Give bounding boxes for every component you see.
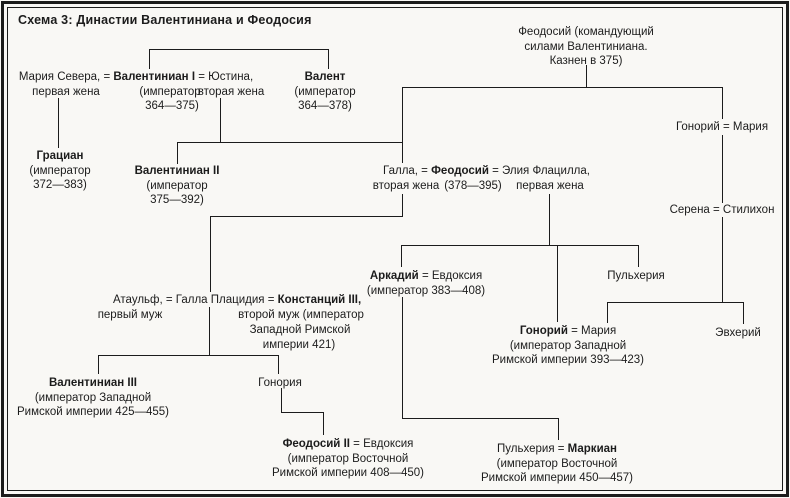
node-pulcheria-daughter: Пульхерия — [607, 270, 665, 282]
connector-line — [209, 307, 210, 355]
connector-line — [549, 194, 550, 246]
node-valentinian-ii: Валентиниан II (император 375—392) — [134, 165, 220, 206]
connector-line — [281, 388, 282, 413]
connector-line — [210, 216, 403, 217]
node-honorius-maria-elder: Гонорий = Мария — [675, 121, 769, 133]
node-valentinian-iii: Валентиниан III (император Западной Римской империи 425—455) — [16, 377, 170, 418]
connector-line — [281, 412, 324, 413]
node-valens: Валент (император 364—378) — [294, 71, 356, 112]
node-theodosius-elder: Феодосий (командующий силами Валентиниана. Казнен в 375) — [518, 26, 654, 67]
label-valentinian-i-emperor: (император — [139, 86, 201, 98]
label-constantius-iii: Констанций III, — [277, 294, 362, 306]
connector-line — [607, 302, 608, 323]
connector-line — [149, 49, 329, 50]
label-galla: Галла, = — [383, 165, 428, 177]
label-maria-wife: = Мария — [571, 325, 617, 337]
connector-line — [402, 194, 403, 217]
connector-line — [402, 87, 723, 88]
label-pulcheria: Пульхерия = — [497, 443, 565, 455]
connector-line — [323, 412, 324, 435]
connector-line — [743, 302, 744, 324]
connector-line — [402, 418, 559, 419]
connector-line — [401, 245, 639, 246]
connector-line — [558, 418, 559, 440]
connector-line — [722, 135, 723, 203]
connector-line — [402, 297, 403, 419]
connector-line — [278, 355, 279, 374]
label-aelia-flaccilla: = Элия Флацилла, — [492, 165, 590, 177]
label-second-wife: вторая жена — [197, 86, 265, 98]
node-galla-placidia-marriage-row — [113, 293, 361, 308]
connector-line — [722, 217, 723, 303]
label-first-wife: первая жена — [32, 86, 100, 98]
node-arcadius: Аркадий = Евдоксия (император 383—408) — [366, 270, 486, 297]
connector-line — [149, 49, 150, 69]
label-valentinian-i-years: 364—375) — [145, 100, 199, 112]
label-ataulf-galla-placidia: Атаульф, = Галла Плацидия = — [113, 294, 275, 306]
connector-line — [58, 98, 59, 148]
connector-line — [210, 216, 211, 292]
node-serena-stilicho: Серена = Стилихон — [669, 204, 775, 216]
label-second-husband-line1: второй муж (император — [238, 309, 364, 321]
diagram-title: Схема 3: Династии Валентиниана и Феодосия — [18, 13, 312, 27]
label-second-husband-line2: Западной Римской — [249, 324, 351, 336]
connector-line — [401, 245, 402, 267]
connector-line — [607, 302, 744, 303]
label-first-husband: первый муж — [97, 309, 163, 321]
label-first-wife-aelia: первая жена — [516, 180, 584, 192]
label-theodosius-i-years: (378—395) — [444, 180, 502, 192]
node-theodosius-i-marriage-row — [383, 164, 590, 179]
connector-line — [557, 245, 558, 322]
label-second-husband-line3: империи 421) — [262, 339, 336, 351]
label-valentinian-i: Валентиниан I — [113, 71, 196, 83]
label-second-wife-galla: вторая жена — [372, 180, 440, 192]
connector-line — [722, 87, 723, 119]
node-gratian: Грациан (император 372—383) — [29, 150, 91, 191]
label-eudoxia: = Евдоксия — [421, 270, 483, 282]
label-theodosius-i: Феодосий — [431, 165, 489, 177]
connector-line — [328, 49, 329, 69]
node-pulcheria-marcian: Пульхерия = Маркиан (император Восточной Римской империи 450—457) — [480, 443, 634, 484]
label-maria-severa: Мария Севера, = — [18, 71, 111, 83]
connector-line — [638, 245, 639, 267]
connector-line — [98, 355, 279, 356]
node-honoria: Гонория — [258, 377, 302, 389]
label-justina: = Юстина, — [198, 71, 254, 83]
label-marcian: Маркиан — [567, 443, 617, 455]
connector-line — [402, 87, 403, 163]
node-valentinian-i-marriage-row — [19, 70, 253, 85]
connector-line — [177, 142, 403, 143]
node-eucherius: Эвхерий — [715, 327, 761, 339]
node-honorius-emperor: Гонорий = Мария (император Западной Римской империи 393—423) — [491, 325, 645, 366]
connector-line — [98, 355, 99, 374]
connector-line — [177, 142, 178, 164]
connector-line — [220, 98, 221, 143]
label-eudoxia-wife: = Евдоксия — [353, 438, 414, 450]
node-theodosius-ii: Феодосий II = Евдоксия (император Восточной Римской империи 408—450) — [271, 438, 425, 479]
